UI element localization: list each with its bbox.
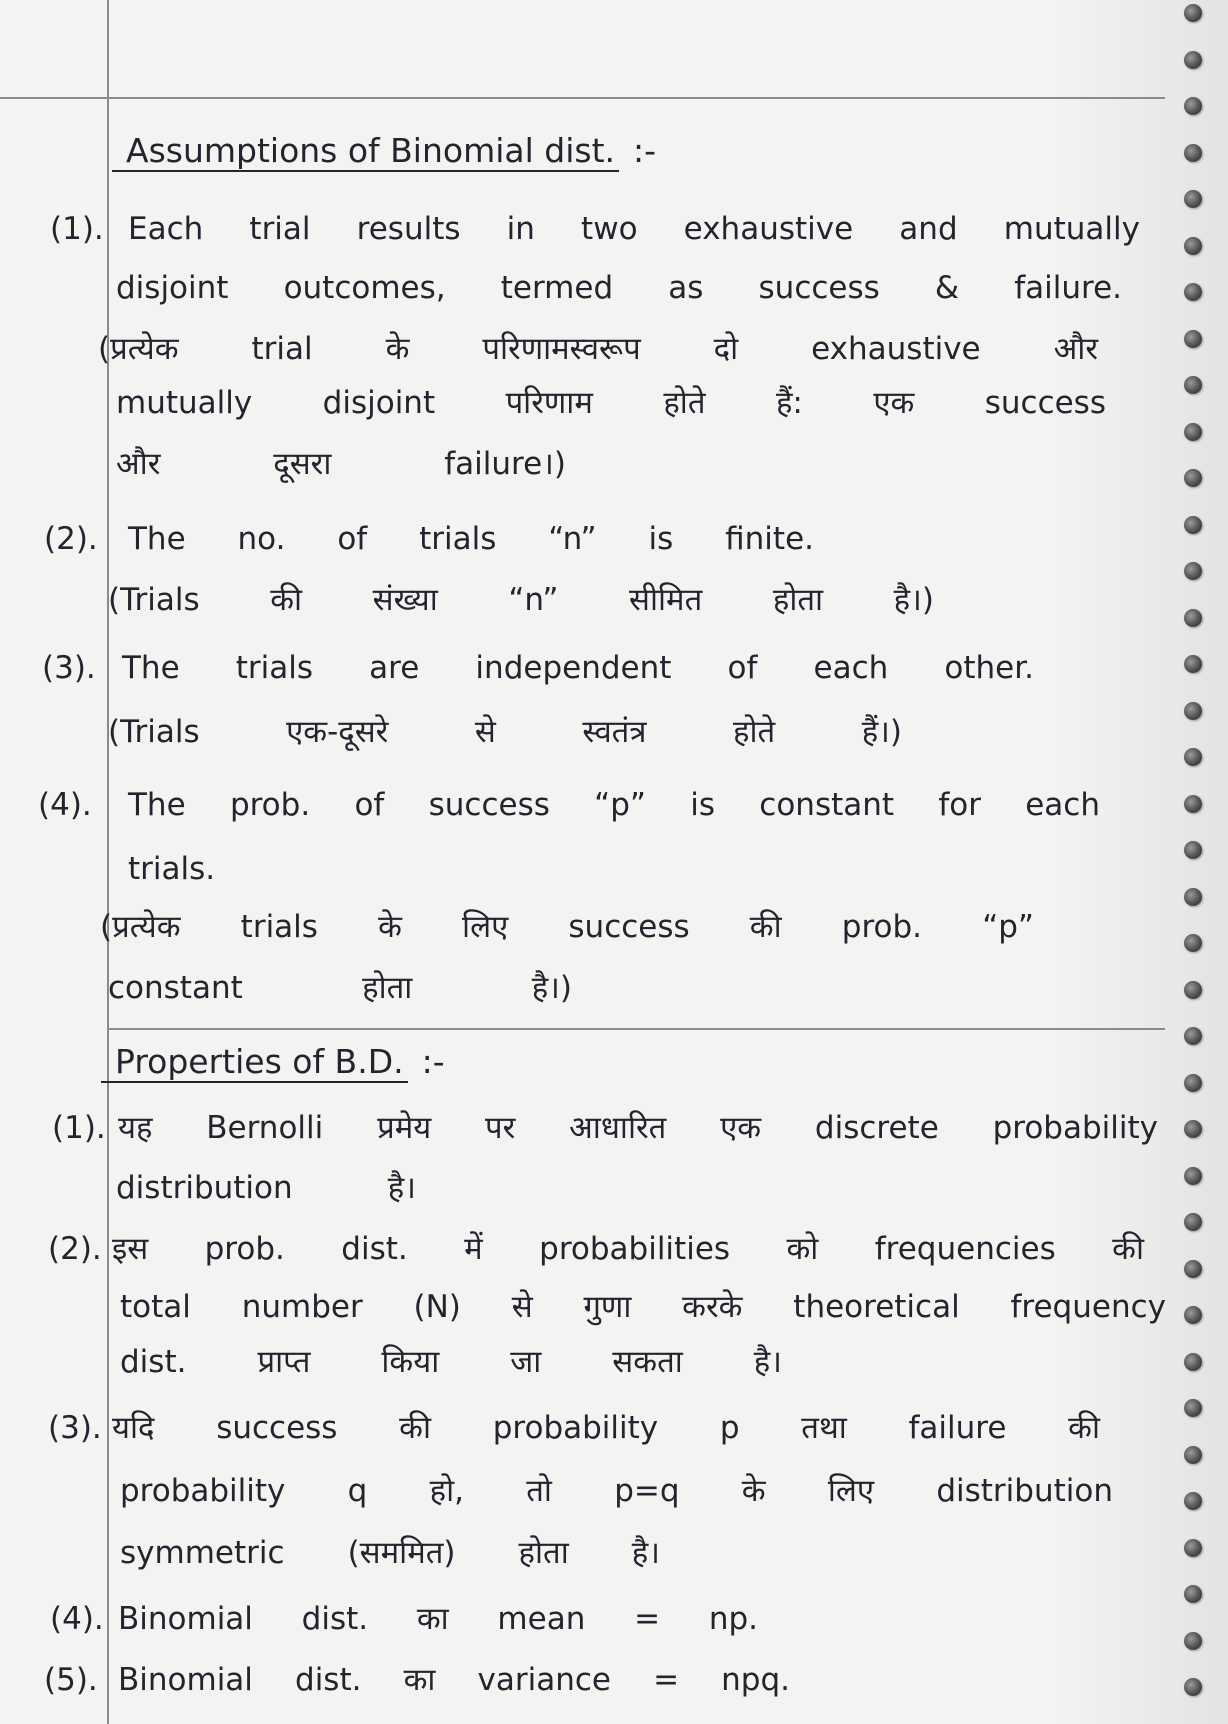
property-1-number: (1). [52,1110,106,1146]
binding-hole [1184,330,1202,348]
binding-hole [1184,888,1202,906]
binding-hole [1184,702,1202,720]
assumption-3-number: (3). [42,650,96,686]
property-1-line-2: distribution है। [116,1170,416,1206]
binding-hole [1184,1027,1202,1045]
binding-hole [1184,97,1202,115]
binding-hole [1184,1167,1202,1185]
assumption-1-line-5: और दूसरा failure।) [116,446,566,482]
binding-hole [1184,1306,1202,1324]
section-divider [107,1028,1165,1030]
binding-hole [1184,1213,1202,1231]
binding-hole [1184,469,1202,487]
binding-hole [1184,4,1202,22]
assumption-1-line-3: (प्रत्येक trial के परिणामस्वरूप दो exhaustive और [98,331,1098,367]
assumptions-heading [112,131,656,172]
binding-hole [1184,516,1202,534]
property-2-number: (2). [48,1231,102,1267]
property-3-line-1: यदि success की probability p तथा failure की [112,1410,1100,1446]
properties-heading [101,1042,445,1083]
assumption-4-number: (4). [38,787,92,823]
assumption-3-line-1: The trials are independent of each other. [122,650,1034,686]
property-4-number: (4). [50,1601,104,1637]
margin-line [107,0,109,1724]
assumption-1-line-1: Each trial results in two exhaustive and mutually [128,211,1140,247]
binding-hole [1184,144,1202,162]
assumptions-heading-suffix: :- [633,131,657,170]
binding-hole [1184,1353,1202,1371]
properties-heading-suffix: :- [421,1042,445,1081]
assumption-2-line-2: (Trials की संख्या “n” सीमित होता है।) [108,582,934,618]
property-1-line-1: यह Bernolli प्रमेय पर आधारित एक discrete probability [118,1110,1158,1146]
binding-hole [1184,1120,1202,1138]
property-5-line-1: Binomial dist. का variance = npq. [118,1662,790,1698]
binding-hole [1184,237,1202,255]
assumption-2-line-1: The no. of trials “n” is finite. [128,521,814,557]
binding-hole [1184,981,1202,999]
property-4-line-1: Binomial dist. का mean = np. [118,1601,758,1637]
binding-hole [1184,1678,1202,1696]
binding-hole [1184,562,1202,580]
property-3-line-3: symmetric (सममित) होता है। [120,1535,660,1571]
binding-hole [1184,934,1202,952]
assumption-4-line-2: trials. [128,851,216,887]
binding-hole [1184,1074,1202,1092]
binding-hole [1184,1492,1202,1510]
binding-hole [1184,1446,1202,1464]
top-rule-line [0,97,1165,99]
binding-hole [1184,1399,1202,1417]
assumption-1-line-4: mutually disjoint परिणाम होते हैं: एक success [116,385,1106,421]
binding-hole [1184,283,1202,301]
assumption-2-number: (2). [44,521,98,557]
assumptions-heading-title: Assumptions of Binomial dist. [112,132,619,172]
assumption-3-line-2: (Trials एक-दूसरे से स्वतंत्र होते हैं।) [108,714,902,750]
property-2-line-1: इस prob. dist. में probabilities को frequencies की [112,1231,1144,1267]
binding-hole [1184,1539,1202,1557]
binding-hole [1184,423,1202,441]
binding-hole [1184,1260,1202,1278]
binding-hole [1184,795,1202,813]
property-2-line-3: dist. प्राप्त किया जा सकता है। [120,1344,782,1380]
property-3-line-2: probability q हो, तो p=q के लिए distribution [120,1473,1113,1509]
binding-hole [1184,1632,1202,1650]
binding-hole [1184,609,1202,627]
property-3-number: (3). [48,1410,102,1446]
assumption-1-line-2: disjoint outcomes, termed as success & failure. [116,270,1122,306]
binding-hole [1184,841,1202,859]
assumption-4-line-1: The prob. of success “p” is constant for each [128,787,1100,823]
assumption-1-number: (1). [50,211,104,247]
property-2-line-2: total number (N) से गुणा करके theoretical frequency [120,1289,1166,1325]
binding-hole [1184,1585,1202,1603]
binding-hole [1184,376,1202,394]
assumption-4-line-3: (प्रत्येक trials के लिए success की prob. “p” [100,909,1034,945]
property-5-number: (5). [44,1662,98,1698]
assumption-4-line-4: constant होता है।) [108,970,572,1006]
binding-hole [1184,655,1202,673]
binding-hole [1184,748,1202,766]
binding-hole [1184,190,1202,208]
binding-hole [1184,51,1202,69]
properties-heading-title: Properties of B.D. [101,1043,408,1083]
